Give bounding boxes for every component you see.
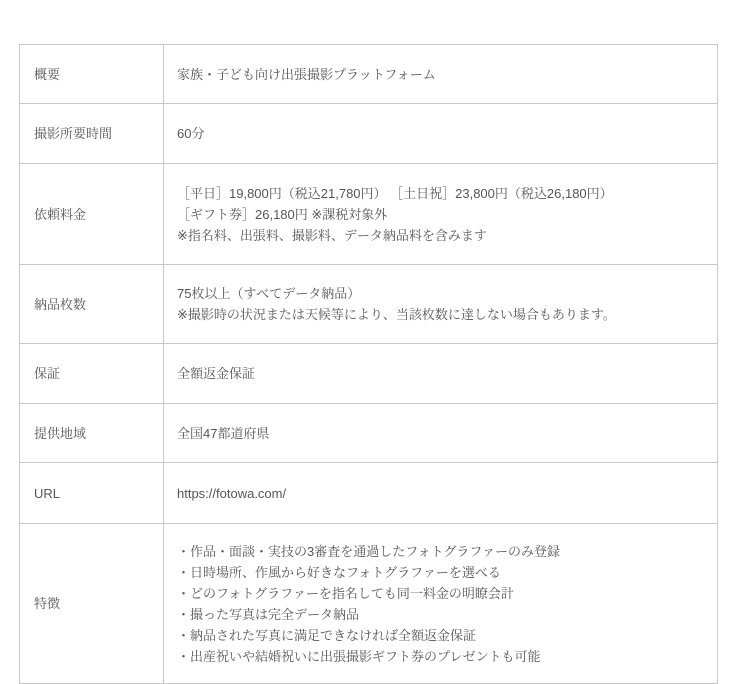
value-line: ※撮影時の状況または天候等により、当該枚数に達しない場合もあります。	[177, 307, 616, 322]
row-label: 概要	[20, 45, 164, 104]
table-row	[20, 45, 718, 104]
row-value	[164, 463, 718, 524]
value-line: 60分	[177, 126, 205, 141]
row-label: 特徴	[20, 524, 164, 684]
table-row	[20, 265, 718, 344]
row-value	[164, 265, 718, 344]
table-row	[20, 344, 718, 404]
value-line: ・出産祝いや結婚祝いに出張撮影ギフト券のプレゼントも可能	[177, 648, 541, 664]
value-line: ・どのフォトグラファーを指名しても同一料金の明瞭会計	[177, 585, 514, 601]
row-label: 依頼料金	[20, 164, 164, 265]
value-line: ・日時場所、作風から好きなフォトグラファーを選べる	[177, 564, 501, 580]
row-value	[164, 45, 718, 104]
service-info-table	[19, 44, 718, 684]
value-line: ［平日］19,800円（税込21,780円） ［土日祝］23,800円（税込26,180円）	[177, 185, 613, 201]
table-row	[20, 164, 718, 265]
value-line: ・撮った写真は完全データ納品	[177, 606, 360, 622]
row-value	[164, 404, 718, 463]
row-label: 提供地域	[20, 404, 164, 463]
value-line: ［ギフト券］26,180円 ※課税対象外	[177, 206, 388, 222]
table-row	[20, 404, 718, 463]
value-line: https://fotowa.com/	[177, 485, 287, 501]
value-line: ※指名料、出張料、撮影料、データ納品料を含みます	[177, 227, 487, 243]
value-line: 全額返金保証	[177, 366, 256, 381]
value-line: ・作品・面談・実技の3審査を通過したフォトグラファーのみ登録	[177, 543, 561, 559]
value-line: 全国47都道府県	[177, 425, 270, 441]
row-value	[164, 344, 718, 404]
table-row	[20, 524, 718, 684]
row-value	[164, 104, 718, 164]
row-label: URL	[20, 463, 164, 524]
row-label: 納品枚数	[20, 265, 164, 344]
row-label: 撮影所要時間	[20, 104, 164, 164]
value-line: ・納品された写真に満足できなければ全額返金保証	[177, 627, 477, 643]
row-value	[164, 524, 718, 684]
value-line: 家族・子ども向け出張撮影プラットフォーム	[177, 66, 436, 82]
value-line: 75枚以上（すべてデータ納品）	[177, 286, 361, 301]
table-row	[20, 463, 718, 524]
row-value	[164, 164, 718, 265]
info-table-body	[20, 45, 718, 684]
table-row	[20, 104, 718, 164]
row-label: 保証	[20, 344, 164, 404]
